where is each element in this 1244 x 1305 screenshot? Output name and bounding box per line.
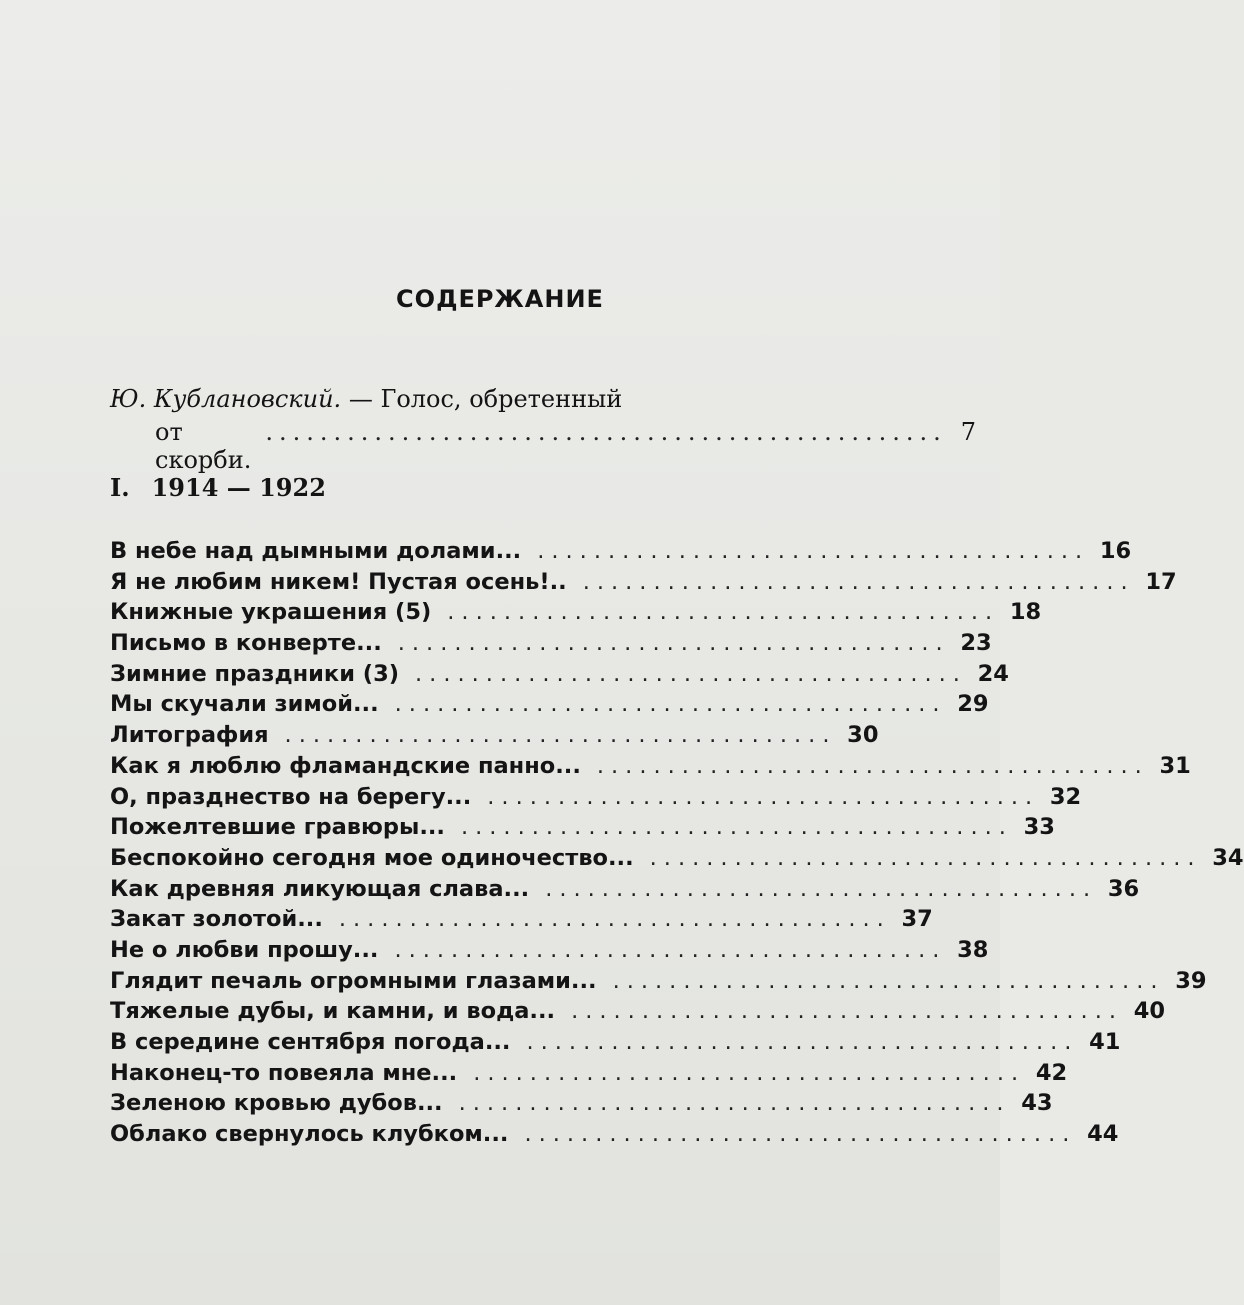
toc-entry	[110, 599, 1042, 630]
dot-leader: .......................................	[460, 814, 1013, 841]
dot-leader: .......................................	[612, 967, 1165, 994]
dot-leader: .......................................	[447, 599, 1000, 626]
dot-leader: .......................................	[545, 875, 1098, 902]
dot-leader: .......................................	[394, 936, 947, 963]
dot-leader: .......................................	[473, 1059, 1026, 1086]
toc-entry-title: Мы скучали зимой...	[110, 691, 379, 718]
dot-leader: .......................................	[487, 783, 1040, 810]
toc-entry-title: Пожелтевшие гравюры...	[110, 814, 445, 841]
section-heading	[110, 473, 326, 502]
toc-entry	[110, 660, 1009, 692]
toc-entry	[110, 906, 933, 937]
toc-entry-title: В середине сентября погода...	[110, 1029, 511, 1055]
toc-entry-title: Зеленою кровью дубов...	[110, 1090, 443, 1117]
toc-entry-title: Я не любим никем! Пустая осень!..	[110, 568, 567, 595]
toc-entry	[110, 844, 1244, 876]
toc-entry-title: Глядит печаль огромными глазами...	[110, 967, 597, 994]
dot-leader: .......................................	[571, 998, 1124, 1025]
toc-entry-page: 23	[960, 630, 992, 657]
section-years: 1914 — 1922	[151, 473, 326, 502]
toc-entry-title: Беспокойно сегодня мое одиночество...	[110, 844, 634, 871]
toc-entry	[110, 752, 1191, 784]
toc-entry-title: В небе над дымными долами...	[110, 538, 522, 564]
dot-leader: .......................................	[458, 1090, 1011, 1117]
toc-entry-title: Наконец-то повеяла мне...	[110, 1059, 458, 1086]
toc-list	[110, 538, 1244, 1152]
toc-entry-page: 24	[977, 660, 1009, 687]
toc-entry	[110, 1029, 1121, 1060]
toc-entry	[110, 568, 1177, 600]
intro-title-part1: — Голос, обретенный	[348, 385, 623, 413]
toc-entry	[110, 814, 1055, 845]
toc-entry-page: 16	[1099, 538, 1132, 564]
intro-entry-line2	[155, 418, 977, 474]
toc-entry	[110, 875, 1140, 907]
dot-leader: .......................................	[649, 844, 1202, 871]
toc-entry-page: 31	[1159, 752, 1191, 779]
toc-entry	[110, 630, 992, 661]
dot-leader: .......................................	[394, 691, 947, 718]
toc-entry	[110, 998, 1166, 1029]
toc-entry	[110, 936, 989, 968]
toc-entry-title: Письмо в конверте...	[110, 630, 382, 657]
section-roman-numeral: I.	[110, 473, 130, 502]
dot-leader: .......................................	[415, 660, 967, 687]
dot-leader: .......................................	[537, 538, 1090, 564]
toc-entry-page: 42	[1035, 1059, 1068, 1086]
toc-entry	[110, 1059, 1068, 1091]
toc-entry	[110, 722, 879, 753]
toc-entry-page: 29	[957, 691, 989, 718]
intro-title-part2: от скорби.	[155, 418, 252, 474]
toc-entry-page: 33	[1023, 814, 1055, 841]
intro-page-number: 7	[960, 418, 977, 446]
dot-leader: ..................................................	[265, 418, 947, 446]
dot-leader: .......................................	[524, 1121, 1077, 1148]
dot-leader: .......................................	[338, 906, 891, 933]
toc-entry-title: Зимние праздники (3)	[110, 660, 400, 687]
toc-entry-page: 36	[1107, 875, 1140, 902]
contents-heading: СОДЕРЖАНИЕ	[396, 285, 604, 313]
toc-entry	[110, 691, 989, 722]
toc-entry-title: Как я люблю фламандские панно...	[110, 752, 581, 779]
toc-entry-title: Закат золотой...	[110, 906, 323, 933]
toc-entry-page: 37	[901, 906, 933, 933]
toc-entry	[110, 538, 1132, 569]
toc-entry	[110, 783, 1082, 815]
toc-entry-title: Книжные украшения (5)	[110, 599, 432, 626]
dot-leader: .......................................	[284, 722, 837, 749]
toc-entry-title: Как древняя ликующая слава...	[110, 875, 530, 902]
toc-entry-title: Тяжелые дубы, и камни, и вода...	[110, 998, 556, 1025]
toc-entry-page: 30	[847, 722, 879, 749]
toc-entry	[110, 1090, 1053, 1121]
toc-entry-page: 17	[1145, 568, 1177, 595]
toc-entry-title: Облако свернулось клубком...	[110, 1121, 509, 1148]
intro-entry	[110, 383, 875, 416]
dot-leader: .......................................	[596, 752, 1149, 779]
toc-entry-page: 32	[1049, 783, 1082, 810]
toc-entry-page: 39	[1175, 967, 1207, 994]
toc-entry	[110, 967, 1207, 999]
dot-leader: .......................................	[397, 630, 950, 657]
toc-entry-title: О, празднество на берегу...	[110, 783, 472, 810]
toc-entry-page: 44	[1087, 1121, 1119, 1148]
dot-leader: .......................................	[526, 1029, 1079, 1055]
toc-entry-page: 40	[1133, 998, 1166, 1025]
toc-entry	[110, 1121, 1119, 1152]
toc-entry-page: 34	[1212, 844, 1244, 871]
toc-entry-page: 38	[957, 936, 989, 963]
toc-entry-title: Не о любви прошу...	[110, 936, 379, 963]
toc-entry-page: 43	[1021, 1090, 1053, 1117]
intro-author: Ю. Кублановский.	[110, 385, 342, 413]
toc-entry-page: 41	[1089, 1029, 1121, 1055]
toc-entry-page: 18	[1009, 599, 1042, 626]
toc-entry-title: Литография	[110, 722, 269, 749]
dot-leader: .......................................	[582, 568, 1135, 595]
